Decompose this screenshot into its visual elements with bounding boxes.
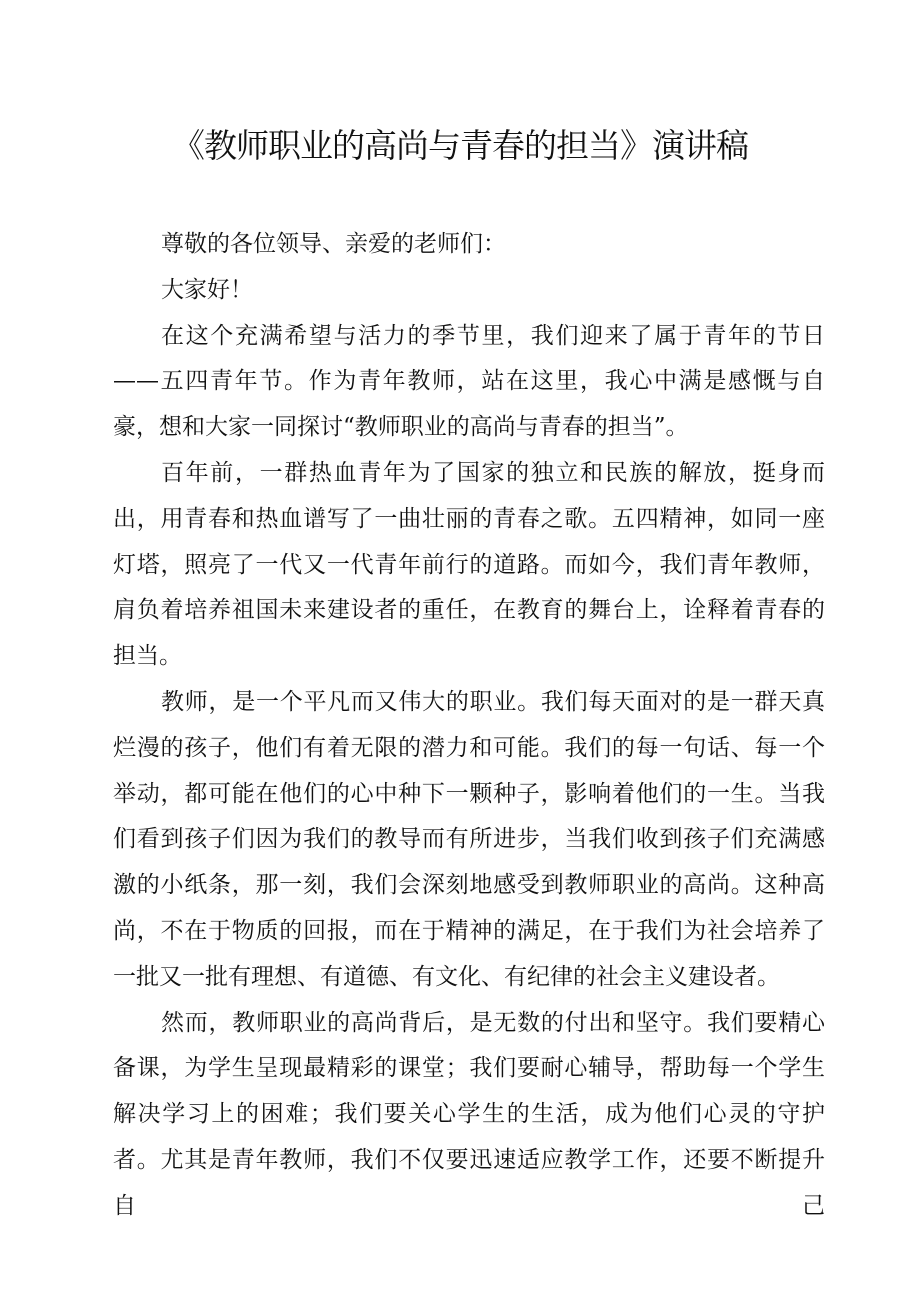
- document-title: 《教师职业的高尚与青春的担当》演讲稿: [172, 126, 748, 165]
- paragraph-3: 教师，是一个平凡而又伟大的职业。我们每天面对的是一群天真烂漫的孩子，他们有着无限的潜力和可能。我们的每一句话、每一个举动，都可能在他们的心中种下一颗种子，影响着他们的一生。当我们看到孩子们因为我们的教导而有所进步，当我们收到孩子们充满感激的小纸条，那一刻，我们会深刻地感受到教师职业的高尚。这种高尚，不在于物质的回报，而在于精神的满足，在于我们为社会培养了一批又一批有理想、有道德、有文化、有纪律的社会主义建设者。: [113, 688, 825, 990]
- salutation: 尊敬的各位领导、亲爱的老师们：: [161, 231, 506, 257]
- paragraph-2: 百年前，一群热血青年为了国家的独立和民族的解放，挺身而出，用青春和热血谱写了一曲壮丽的青春之歌。五四精神，如同一座灯塔，照亮了一代又一代青年前行的道路。而如今，我们青年教师，肩负着培养祖国未来建设者的重任，在教育的舞台上，诠释着青春的担当。: [113, 459, 825, 670]
- paragraph-1: 在这个充满希望与活力的季节里，我们迎来了属于青年的节日——五四青年节。作为青年教师，站在这里，我心中满是感慨与自豪，想和大家一同探讨“教师职业的高尚与青春的担当”。: [113, 322, 825, 441]
- greeting: 大家好！: [161, 276, 253, 303]
- document-body: [113, 222, 825, 1230]
- paragraph-4: 然而，教师职业的高尚背后，是无数的付出和坚守。我们要精心备课，为学生呈现最精彩的课堂；我们要耐心辅导，帮助每一个学生解决学习上的困难；我们要关心学生的生活，成为他们心灵的守护者。尤其是青年教师，我们不仅要迅速适应教学工作，还要不断提升自己: [113, 1009, 825, 1219]
